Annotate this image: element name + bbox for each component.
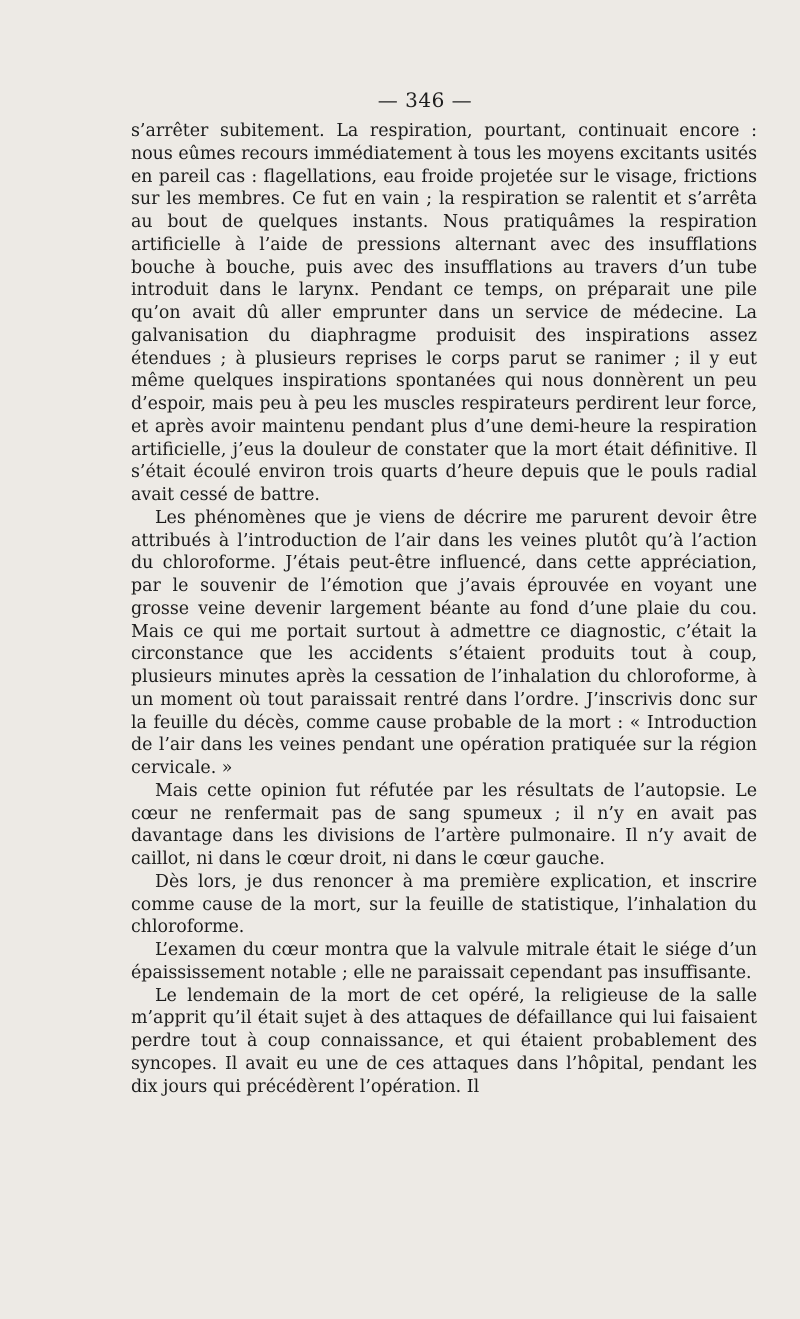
paragraph-3: Mais cette opinion fut réfutée par les résultats de l’autopsie. Le cœur ne renfermait pas de sang spumeux ; il n’y en avait pas davantage dans les divisions de l’artère pulmonaire. Il n’y avait de caillot, ni dans le cœur droit, ni dans le cœur gauche. [131,780,757,869]
paragraph-1: s’arrêter subitement. La respiration, pourtant, continuait encore : nous eûmes recours immédiatement à tous les moyens excitants usités en pareil cas : flagellations, eau froide projetée sur le visage, frictions sur les membres. Ce fut en vain ; la respiration se ralentit et s’arrêta au bout de quelques instants. Nous pratiquâmes la respiration artificielle à l’aide de pressions alternant avec des insufflations bouche à bouche, puis avec des insufflations au travers d’un tube introduit dans le larynx. Pendant ce temps, on préparait une pile qu’on avait dû aller emprunter dans un service de médecine. La galvanisation du diaphragme produisit des inspirations assez étendues ; à plusieurs reprises le corps parut se ranimer ; il y eut même quelques inspirations spontanées qui nous donnèrent un peu d’espoir, mais peu à peu les muscles respirateurs perdirent leur force, et après avoir maintenu pendant plus d’une demi-heure la respiration artificielle, j’eus la douleur de constater que la mort était définitive. Il s’était écoulé environ trois quarts d’heure depuis que le pouls radial avait cessé de battre. [131,121,757,505]
page-number: — 346 — [377,88,473,112]
paragraph-4: Dès lors, je dus renoncer à ma première explication, et inscrire comme cause de la mort, sur la feuille de statistique, l’inhalation du chloroforme. [131,871,757,938]
paragraph-5: L’examen du cœur montra que la valvule mitrale était le siége d’un épaississement notable ; elle ne paraissait cependant pas insuffisante. [131,940,757,983]
body-text [131,120,757,1098]
paragraph-6: Le lendemain de la mort de cet opéré, la religieuse de la salle m’apprit qu’il était sujet à des attaques de défaillance qui lui faisaient perdre tout à coup connaissance, et qui étaient probablement des syncopes. Il avait eu une de ces attaques dans l’hôpital, pendant les dix jours qui précédèrent l’opération. Il [131,985,757,1097]
paragraph-2: Les phénomènes que je viens de décrire me parurent devoir être attribués à l’introduction de l’air dans les veines plutôt qu’à l’action du chloroforme. J’étais peut-être influencé, dans cette appréciation, par le souvenir de l’émotion que j’avais éprouvée en voyant une grosse veine devenir largement béante au fond d’une plaie du cou. Mais ce qui me portait surtout à admettre ce diagnostic, c’était la circonstance que les accidents s’étaient produits tout à coup, plusieurs minutes après la cessation de l’inhalation du chloroforme, à un moment où tout paraissait rentré dans l’ordre. J’inscrivis donc sur la feuille du décès, comme cause probable de la mort : « Introduction de l’air dans les veines pendant une opération pratiquée sur la région cervicale. » [131,507,757,778]
